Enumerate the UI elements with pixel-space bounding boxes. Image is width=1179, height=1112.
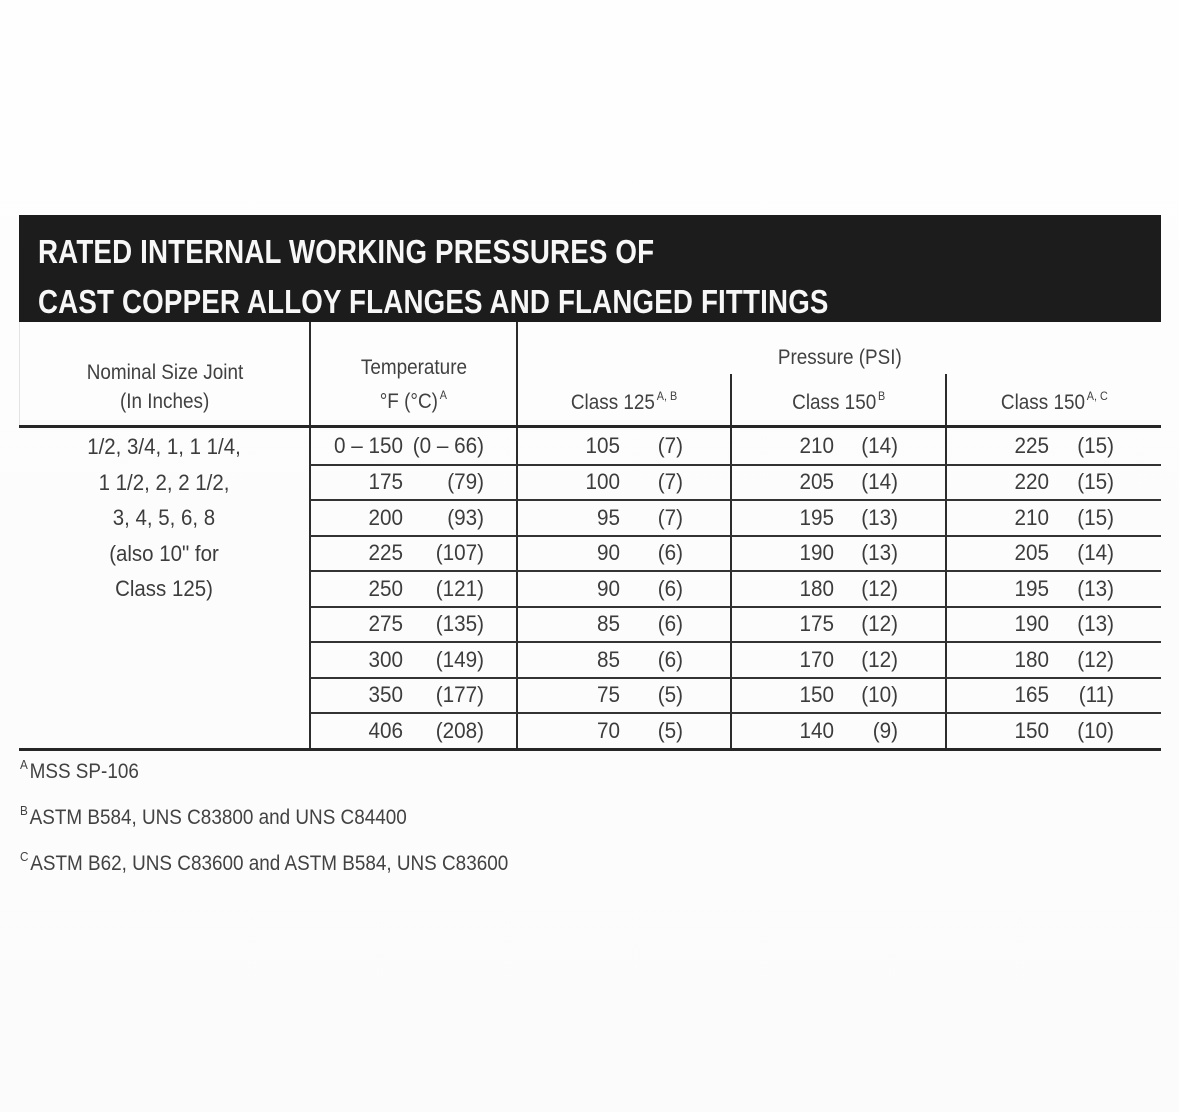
temperature-cell xyxy=(309,712,518,748)
title-text-2: CAST COPPER ALLOY FLANGES AND FLANGED FITTINGS xyxy=(38,283,829,320)
footnote-c xyxy=(20,845,563,878)
value-secondary: (15) xyxy=(1077,432,1114,458)
value-primary: 90 xyxy=(596,575,620,601)
value-secondary: (10) xyxy=(861,682,898,708)
temperature-cell xyxy=(309,499,518,535)
temperature-cell xyxy=(309,641,518,677)
value-primary: 150 xyxy=(799,682,834,708)
table-header xyxy=(19,322,1161,425)
value-secondary: (135) xyxy=(435,611,485,637)
footnote-b-marker: B xyxy=(20,803,28,818)
class150ac-cell xyxy=(945,712,1161,748)
header-class-125: Class 125 $^{A, B}$ xyxy=(570,389,678,414)
header-pressure-group xyxy=(518,322,1161,374)
class150b-cell xyxy=(730,428,945,464)
value-primary: 150 xyxy=(1014,717,1049,743)
value-secondary: (6) xyxy=(657,611,683,637)
footnote-c-text: ASTM B62, UNS C83600 and ASTM B584, UNS C83600 xyxy=(30,852,509,875)
class125-cell xyxy=(518,464,730,500)
class125-cell xyxy=(518,535,730,571)
footnote-b xyxy=(20,799,563,832)
value-primary: 140 xyxy=(799,717,834,743)
value-secondary: (9) xyxy=(872,717,898,743)
value-secondary: (149) xyxy=(435,646,485,672)
value-secondary: (5) xyxy=(657,717,683,743)
size-line: 1/2, 3/4, 1, 1 1/4, xyxy=(87,434,241,459)
size-line: Class 125) xyxy=(115,576,213,601)
class150ac-cell xyxy=(945,499,1161,535)
value-secondary: (5) xyxy=(657,682,683,708)
footnotes xyxy=(20,753,563,891)
header-pressure-label: Pressure (PSI) xyxy=(777,345,902,369)
value-primary: 70 xyxy=(596,717,620,743)
value-primary: 190 xyxy=(799,540,834,566)
header-temperature-line2: °F (°C) $^A$ xyxy=(379,388,448,413)
size-line: (also 10" for xyxy=(109,540,219,566)
class150ac-cell xyxy=(945,606,1161,642)
temperature-cell xyxy=(309,464,518,500)
size-line: 1 1/2, 2, 2 1/2, xyxy=(98,469,230,495)
class150b-cell xyxy=(730,464,945,500)
class150b-footnote-ref: B xyxy=(877,389,886,403)
class125-cell xyxy=(518,428,730,464)
value-secondary: (14) xyxy=(861,469,898,495)
value-primary: 225 xyxy=(1014,432,1049,458)
value-secondary: (14) xyxy=(861,432,898,458)
value-primary: 220 xyxy=(1014,469,1049,495)
footnote-a xyxy=(20,753,563,786)
title-line-1 xyxy=(38,230,1161,280)
value-primary: 175 xyxy=(799,611,834,637)
value-primary: 105 xyxy=(585,432,620,458)
class150ac-cell xyxy=(945,428,1161,464)
value-primary: 95 xyxy=(596,504,620,530)
table-title-bar xyxy=(19,215,1161,322)
value-primary: 205 xyxy=(799,469,834,495)
class125-footnote-ref: A, B xyxy=(656,389,678,403)
value-secondary: (12) xyxy=(861,611,898,637)
value-primary: 0 – 150 xyxy=(333,432,403,458)
class150ac-cell xyxy=(945,464,1161,500)
value-primary: 180 xyxy=(799,575,834,601)
class150b-cell xyxy=(730,712,945,748)
value-primary: 100 xyxy=(585,469,620,495)
title-text-1: RATED INTERNAL WORKING PRESSURES OF xyxy=(38,233,655,270)
value-primary: 75 xyxy=(596,682,620,708)
footnote-a-marker: A xyxy=(20,757,28,772)
value-primary: 175 xyxy=(368,469,403,495)
value-secondary: (13) xyxy=(861,504,898,530)
value-primary: 90 xyxy=(596,540,620,566)
temperature-cell xyxy=(309,570,518,606)
value-primary: 406 xyxy=(368,717,403,743)
value-secondary: (10) xyxy=(1077,717,1114,743)
value-secondary: (12) xyxy=(1077,646,1114,672)
footnote-b-text: ASTM B584, UNS C83800 and UNS C84400 xyxy=(29,806,407,829)
class125-cell xyxy=(518,606,730,642)
class150b-cell xyxy=(730,570,945,606)
value-secondary: (6) xyxy=(657,575,683,601)
header-nominal-size xyxy=(19,322,309,425)
temperature-cell xyxy=(309,606,518,642)
value-secondary: (121) xyxy=(435,575,485,601)
header-nominal-size-line1: Nominal Size Joint xyxy=(86,361,243,384)
value-primary: 165 xyxy=(1014,682,1049,708)
value-secondary: (6) xyxy=(657,646,683,672)
class150ac-cell xyxy=(945,677,1161,713)
value-primary: 85 xyxy=(596,646,620,672)
value-secondary: (13) xyxy=(1077,611,1114,637)
class125-cell xyxy=(518,641,730,677)
class125-cell xyxy=(518,677,730,713)
value-primary: 170 xyxy=(799,646,834,672)
value-primary: 195 xyxy=(799,504,834,530)
class150b-cell xyxy=(730,606,945,642)
value-secondary: (15) xyxy=(1077,469,1114,495)
value-secondary: (79) xyxy=(447,469,485,495)
value-secondary: (107) xyxy=(435,540,485,566)
header-temperature xyxy=(309,322,518,425)
size-line: 3, 4, 5, 6, 8 xyxy=(112,505,216,530)
value-secondary: (13) xyxy=(1077,575,1114,601)
value-secondary: (11) xyxy=(1078,682,1114,708)
class125-cell xyxy=(518,570,730,606)
temperature-cell xyxy=(309,428,518,464)
value-primary: 190 xyxy=(1014,611,1049,637)
value-secondary: (177) xyxy=(435,682,485,708)
value-secondary: (14) xyxy=(1077,540,1114,566)
value-secondary: (15) xyxy=(1077,504,1114,530)
value-primary: 195 xyxy=(1014,575,1049,601)
table-body xyxy=(19,425,1161,751)
value-secondary: (6) xyxy=(657,540,683,566)
class125-cell xyxy=(518,712,730,748)
value-secondary: (93) xyxy=(447,504,485,530)
value-secondary: (7) xyxy=(657,432,683,458)
footnote-a-text: MSS SP-106 xyxy=(29,760,139,783)
class150ac-cell xyxy=(945,641,1161,677)
class150b-cell xyxy=(730,641,945,677)
value-primary: 205 xyxy=(1014,540,1049,566)
value-primary: 275 xyxy=(368,611,403,637)
value-secondary: (13) xyxy=(861,540,898,566)
header-nominal-size-line2: (In Inches) xyxy=(119,390,210,413)
class150ac-footnote-ref: A, C xyxy=(1086,389,1108,403)
value-secondary: (7) xyxy=(657,504,683,530)
value-primary: 210 xyxy=(799,432,834,458)
value-secondary: (12) xyxy=(861,575,898,601)
footnote-c-marker: C xyxy=(20,849,29,864)
class125-cell xyxy=(518,499,730,535)
value-secondary: (7) xyxy=(657,469,683,495)
class150b-cell xyxy=(730,677,945,713)
temperature-cell xyxy=(309,677,518,713)
value-primary: 200 xyxy=(368,504,403,530)
value-secondary: (208) xyxy=(435,717,485,743)
value-primary: 85 xyxy=(596,611,620,637)
class150ac-cell xyxy=(945,570,1161,606)
header-temperature-line1: Temperature xyxy=(360,356,467,379)
value-secondary: (0 – 66) xyxy=(412,432,485,458)
class150b-cell xyxy=(730,499,945,535)
value-secondary: (12) xyxy=(861,646,898,672)
value-primary: 225 xyxy=(368,540,403,566)
temperature-cell xyxy=(309,535,518,571)
value-primary: 180 xyxy=(1014,646,1049,672)
value-primary: 350 xyxy=(368,682,403,708)
class150ac-cell xyxy=(945,535,1161,571)
nominal-size-cell xyxy=(19,428,309,748)
class150b-cell xyxy=(730,535,945,571)
value-primary: 250 xyxy=(368,575,403,601)
value-primary: 210 xyxy=(1014,504,1049,530)
temperature-footnote-ref: A xyxy=(439,388,448,402)
header-class-150b: Class 150 $^B$ xyxy=(730,374,945,425)
value-primary: 300 xyxy=(368,646,403,672)
header-class-150ac: Class 150 $^{A, C}$ xyxy=(945,374,1161,425)
